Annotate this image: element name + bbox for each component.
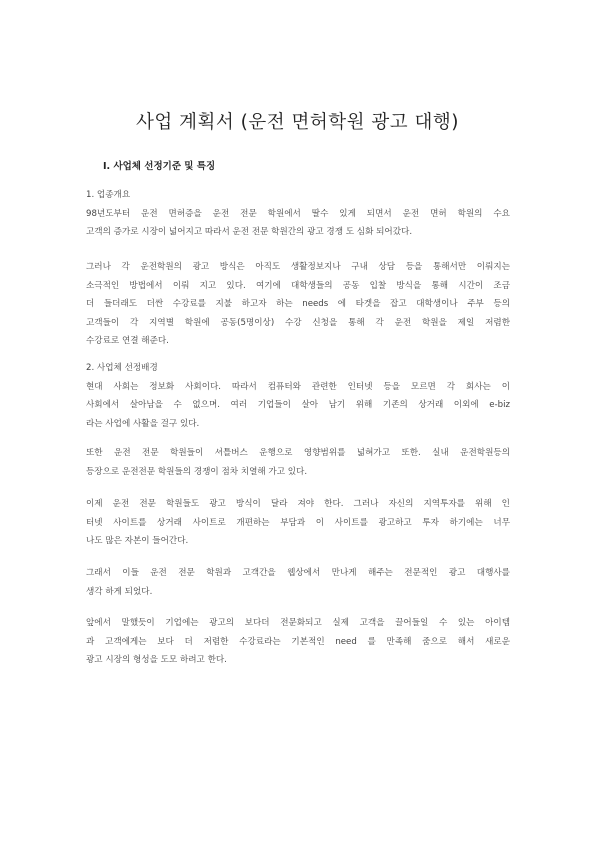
paragraph-line: 생각 하게 되었다.	[86, 586, 153, 597]
paragraph-line: 더 들더래도 더싼 수강료를 지불 하고자 하는 needs 에 타겟을 잡고 대학생이나 주부 등의	[86, 299, 510, 310]
paragraph-line: 그래서 이들 운전 전문 학원과 고객간을 웹상에서 만나게 해주는 전문적인 광고 대행사를	[86, 568, 510, 578]
paragraph-line: 앞에서 말했듯이 기업에는 광고의 보다더 전문화되고 실제 고객을 끌어들일 수 있는 아이템	[86, 618, 510, 628]
subheading-business-overview: 1. 업종개요	[86, 190, 131, 200]
paragraph-selection-background	[86, 359, 510, 433]
document-title: 사업 계획서 (운전 면허학원 광고 대행)	[136, 112, 459, 133]
paragraph-line: 사회에서 살아남을 수 없으며. 여러 기업들이 살아 남기 위해 기존의 상거래 이외에 e-biz	[86, 400, 510, 411]
section-heading: Ⅰ. 사업체 선정기준 및 특징	[103, 161, 216, 172]
paragraph-line: 또한 운전 전문 학원들이 셔틀버스 운행으로 영향범위를 넓혀가고 또한. 실내 운전학원등의	[86, 448, 510, 458]
subheading-selection-background: 2. 사업체 선정배경	[86, 363, 158, 373]
paragraph-line: 과 고객에게는 보다 더 저렴한 수강료라는 기본적인 need 를 만족해 줌으로 해서 새로운	[86, 636, 510, 647]
paragraph-advertising-method	[86, 258, 510, 351]
paragraph-line: 그러나 각 운전학원의 광고 방식은 아직도 생활정보지나 구내 상담 등을 통해서만 이뤄지는	[86, 262, 510, 272]
paragraph-line: 나도 많은 자본이 들어간다.	[86, 536, 189, 547]
paragraph-line: 터넷 사이트를 상거래 사이트로 개편하는 부담과 이 사이트를 광고하고 투자 하기에는 너무	[86, 517, 510, 528]
paragraph-line: 광고 시장의 형성을 도모 하려고 한다.	[86, 655, 227, 666]
paragraph-line: 현대 사회는 정보화 사회이다. 따라서 컴퓨터와 관련한 인터넷 등을 모르면 각 회사는 이	[86, 381, 510, 392]
paragraph-line: 이제 운전 전문 학원들도 광고 방식이 달라 져야 한다. 그러나 자신의 지역투자를 위해 인	[86, 499, 510, 509]
paragraph-competition	[86, 444, 510, 481]
paragraph-line: 98년도부터 운전 면허증을 운전 전문 학원에서 딸수 있게 되면서 운전 면허 학원의 수요	[86, 208, 510, 219]
paragraph-line: 라는 사업에 사활을 걸구 있다.	[86, 418, 200, 429]
paragraph-line: 고객들이 각 지역별 학원에 공동(5명이상) 수강 신청을 통해 각 운전 학원을 제일 저렴한	[86, 317, 510, 328]
paragraph-line: 수강료로 연결 해준다.	[86, 336, 169, 347]
paragraph-line: 등장으로 운전전문 학원들의 경쟁이 점차 치열해 가고 있다.	[86, 466, 308, 477]
paragraph-line: 소극적인 방법에서 이뤄 지고 있다. 여기에 대학생들의 공동 입찰 방식을 통해 시간이 조금	[86, 280, 510, 291]
paragraph-line: 고객의 증가로 시장이 넓어지고 따라서 운전 전문 학원간의 광고 경쟁 도 심화 되어갔다.	[86, 227, 413, 238]
paragraph-agency-idea	[86, 564, 510, 601]
paragraph-goal	[86, 614, 510, 670]
paragraph-change-needed	[86, 495, 510, 551]
paragraph-business-overview	[86, 186, 510, 242]
